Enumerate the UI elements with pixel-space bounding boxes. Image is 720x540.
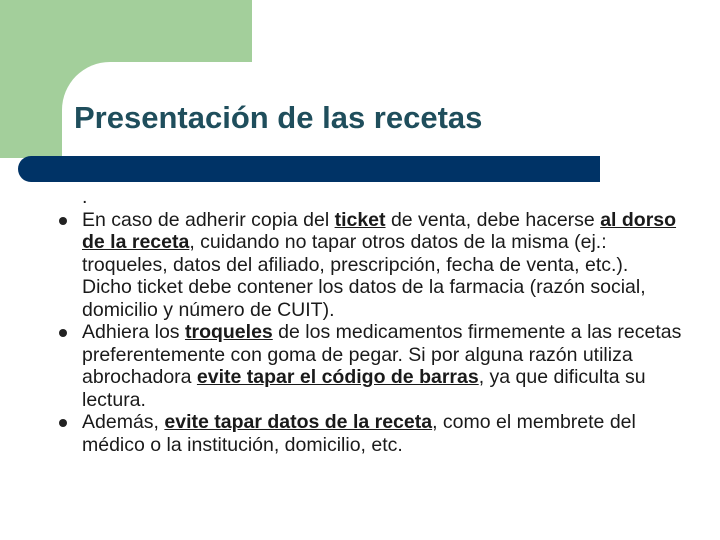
emphasis-codigo-barras: evite tapar el código de barras	[196, 366, 479, 388]
slide-body	[82, 186, 682, 456]
slide-title: Presentación de las recetas	[74, 100, 483, 135]
bullet-text: Además,	[82, 411, 165, 433]
emphasis-troqueles: troqueles	[184, 321, 273, 343]
bullet-text: , cuidando no tapar otros datos de la misma (ej.: troqueles, datos del afiliado, prescripción, fecha de venta, etc.). Dicho ticket debe contener los datos de la farmacia (razón social, domicilio y número de CUIT).	[82, 231, 646, 321]
title-divider-bar	[18, 156, 600, 182]
bullet-text: Adhiera los	[82, 321, 185, 343]
bullet-text: de los medicamentos firmemente a las recetas preferentemente con goma de pegar. Si por alguna razón utiliza abrochadora	[82, 321, 682, 388]
bullet-text: , ya que dificulta su lectura.	[82, 366, 646, 411]
emphasis-datos-receta: evite tapar datos de la receta	[164, 411, 433, 433]
bullet-text: , como el membrete del médico o la institución, domicilio, etc.	[82, 411, 636, 456]
lead-dot: .	[82, 186, 88, 208]
bullet-item-ticket	[82, 209, 682, 322]
bullet-item-datos-receta	[82, 411, 682, 456]
bullet-item-troqueles	[82, 321, 682, 411]
bullet-text: de venta, debe hacerse	[385, 208, 601, 231]
emphasis-ticket: ticket	[334, 208, 386, 231]
emphasis-al-dorso: al dorso de la receta	[82, 208, 677, 253]
bullet-text: En caso de adherir copia del	[82, 208, 335, 231]
